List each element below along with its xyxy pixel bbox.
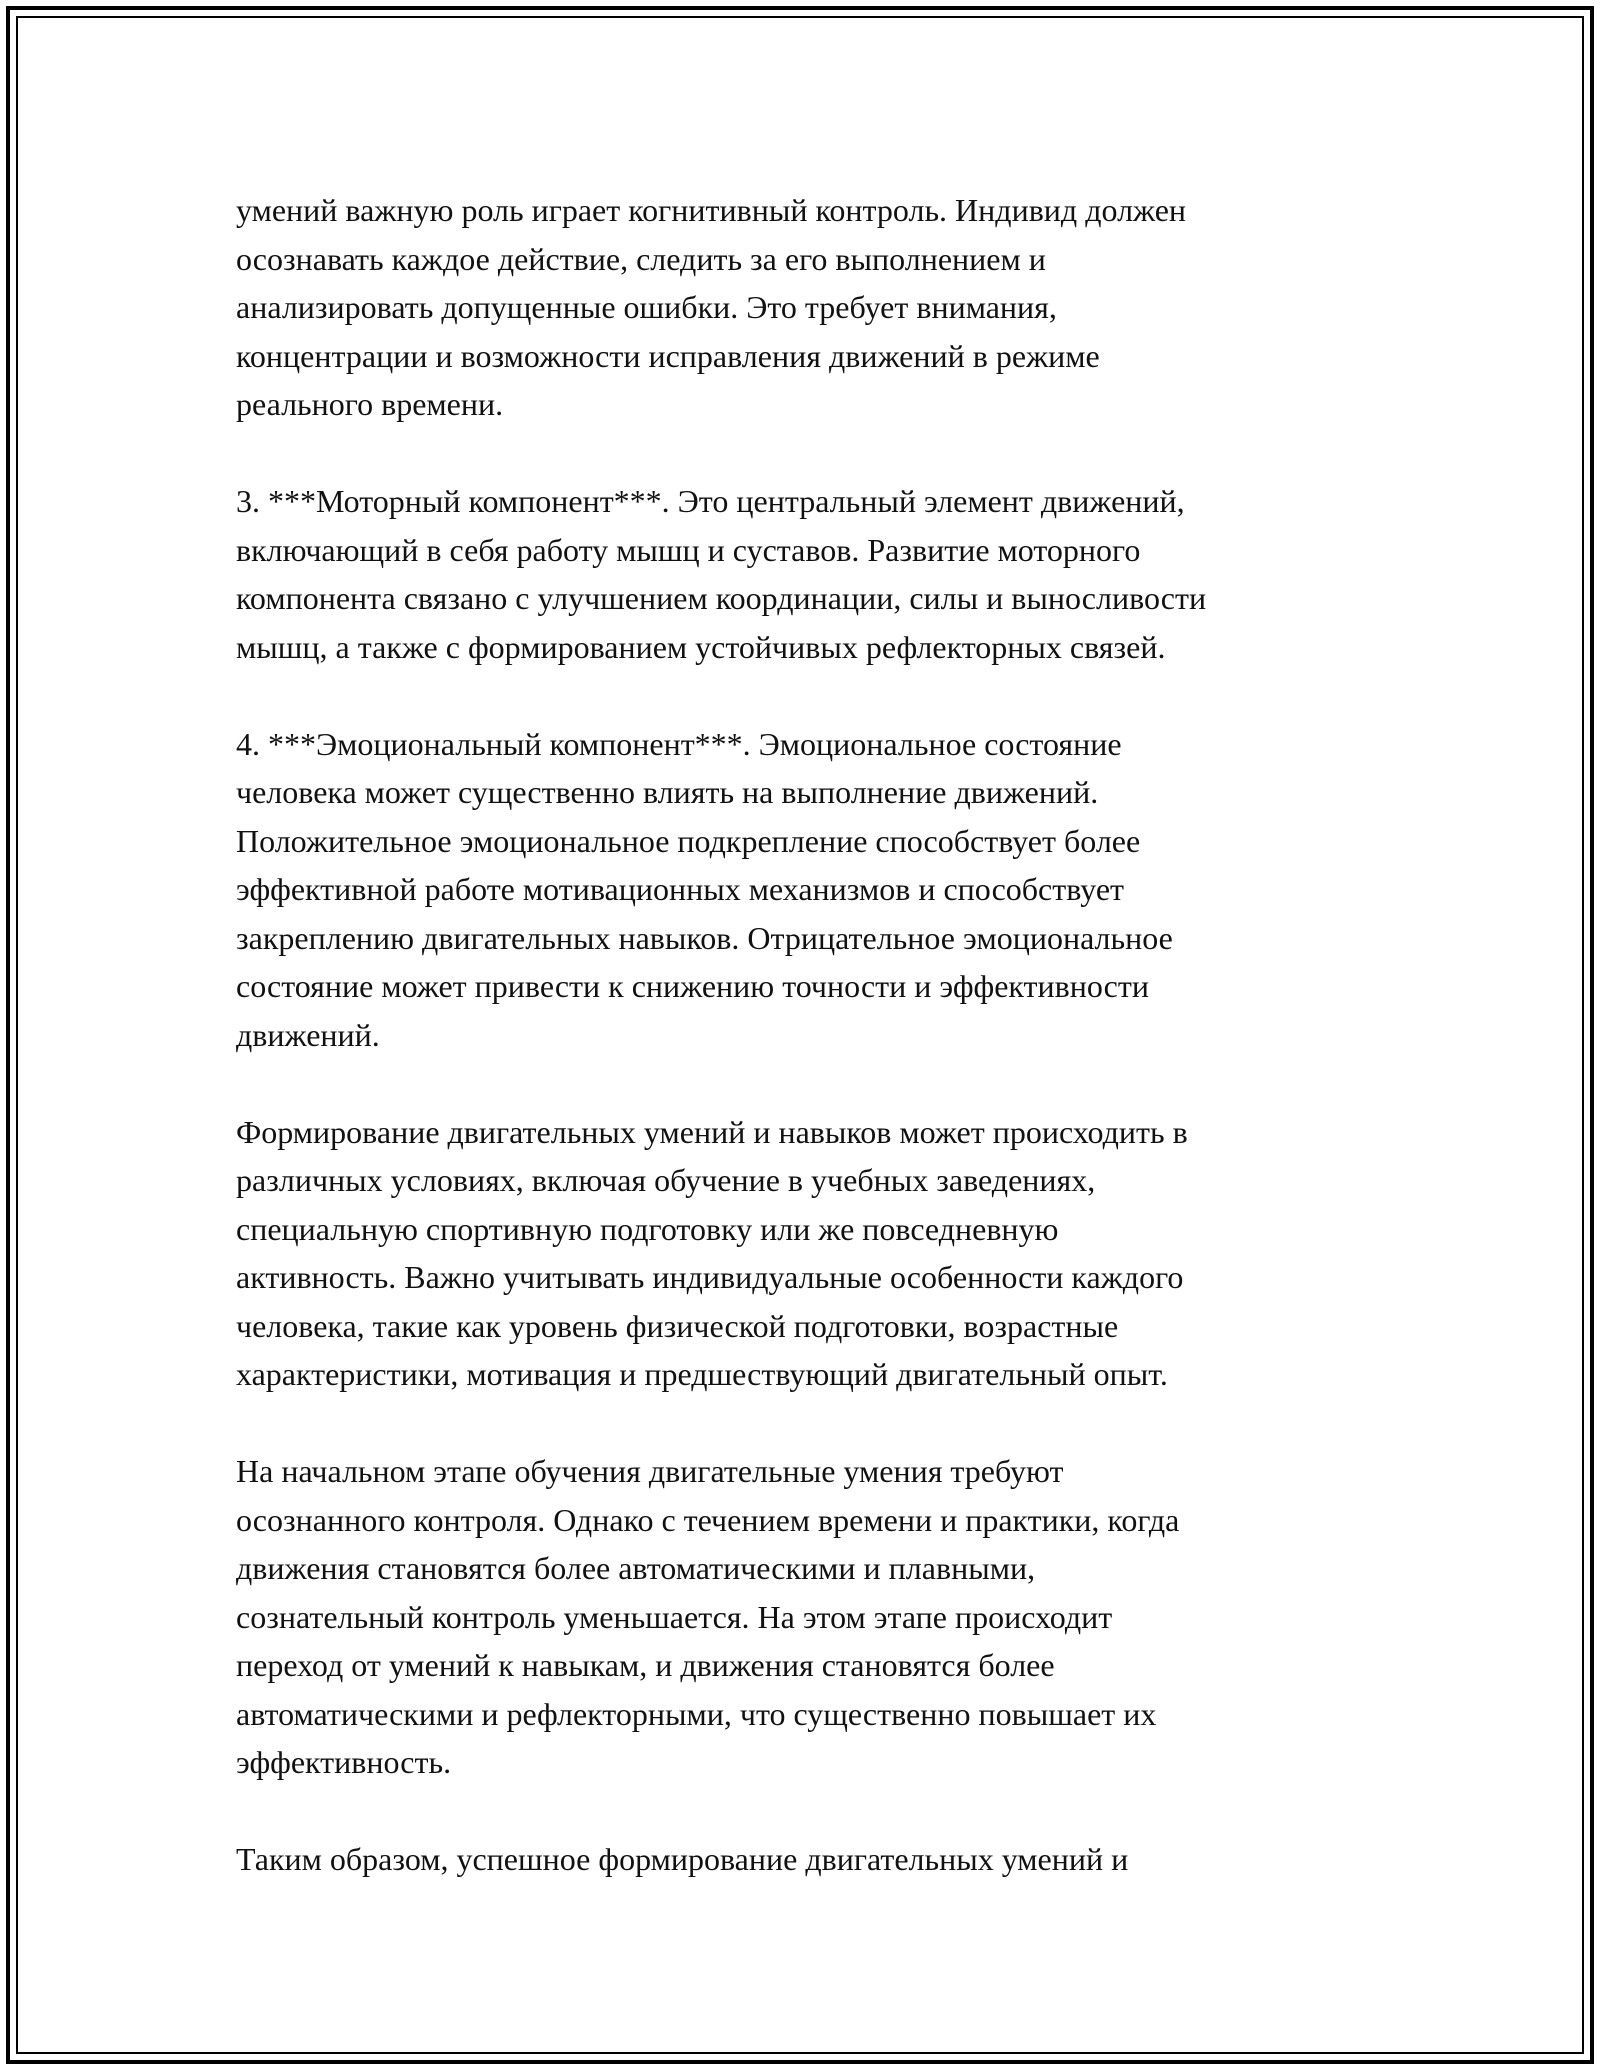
paragraph-motor-component: 3. ***Моторный компонент***. Это центральный элемент движений, включающий в себя работу мышц и суставов. Развитие моторного компонента связано с улучшением координации, силы и выносливости мышц, а также с формированием устойчивых рефлекторных связей. bbox=[236, 483, 1207, 665]
paragraph-conclusion: Таким образом, успешное формирование двигательных умений и bbox=[236, 1841, 1129, 1877]
paragraph-formation-conditions: Формирование двигательных умений и навыков может происходить в различных условиях, включая обучение в учебных заведениях, специальную спортивную подготовку или же повседневную активность. Важно учитывать индивидуальные особенности каждого человека, такие как уровень физической подготовки, возрастные характеристики, мотивация и предшествующий двигательный опыт. bbox=[236, 1113, 1188, 1392]
paragraph-emotional-component: 4. ***Эмоциональный компонент***. Эмоциональное состояние человека может существенно влиять на выполнение движений. Положительное эмоциональное подкрепление способствует более эффективной работе мотивационных механизмов и способствует закреплению двигательных навыков. Отрицательное эмоциональное состояние может привести к снижению точности и эффективности движений. bbox=[236, 725, 1173, 1053]
paragraph-initial-stage: На начальном этапе обучения двигательные умения требуют осознанного контроля. Однако с течением времени и практики, когда движения становятся более автоматическими и плавными, сознательный контроль уменьшается. На этом этапе происходит переход от умений к навыкам, и движения становятся более автоматическими и рефлекторными, что существенно повышает их эффективность. bbox=[236, 1453, 1180, 1780]
document-text-body bbox=[236, 186, 1416, 1884]
paragraph-cognitive-control: умений важную роль играет когнитивный контроль. Индивид должен осознавать каждое действие, следить за его выполнением и анализировать допущенные ошибки. Это требует внимания, концентрации и возможности исправления движений в режиме реального времени. bbox=[236, 192, 1187, 422]
